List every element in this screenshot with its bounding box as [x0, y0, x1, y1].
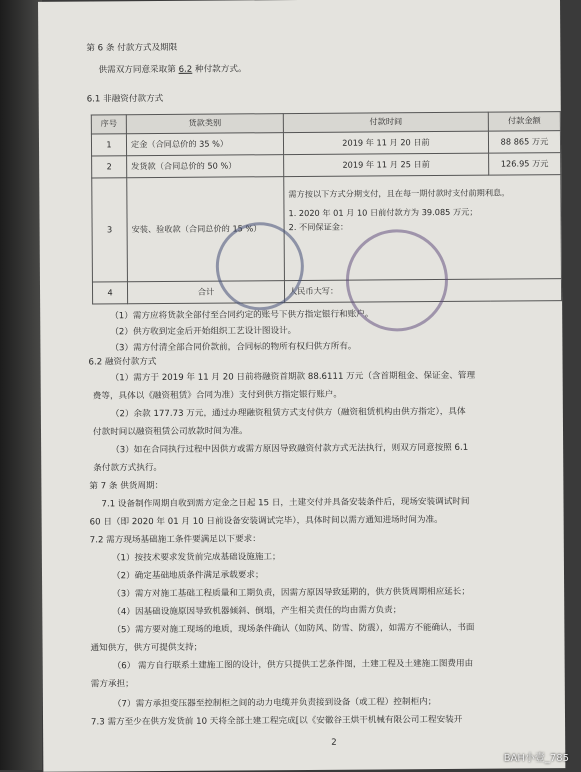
row-no: 1: [91, 134, 126, 156]
page-edge-shadow: [0, 0, 42, 770]
section-6-1: 6.1 非融资付款方式: [87, 94, 164, 106]
company-seal-stamp: [216, 222, 305, 311]
row-time: 需方按以下方式分期支付，且在每一期付款时支付前期利息。: [288, 187, 556, 200]
p62-1-lead: （1）需方于: [111, 373, 160, 383]
payment-table: [91, 111, 562, 304]
table-row: [92, 153, 561, 178]
p72-item: （7）需方承担变压器至控制柜之间的动力电缆并负责接到设备（或工程）控制柜内；: [113, 697, 437, 711]
intro-choice: 6.2: [179, 65, 193, 75]
row-time-installment-2: 2. 不同保证金：: [289, 220, 557, 233]
p72-item: （2）确定基础地质条件满足承载要求；: [112, 570, 264, 583]
row-amount: 126.95 万元: [489, 153, 561, 176]
header-type: 货款类别: [126, 114, 283, 134]
p62-2-cont: 付款时间以融资租赁公司放款时间为准。: [93, 426, 248, 439]
row-type: 安装、验收款（合同总价的 15 %）: [127, 177, 285, 282]
article6-title: 第 6 条 付款方式及期限: [86, 43, 177, 55]
note-1: （1）需方应将货款全部付至合同约定的账号下供方指定银行和账户。: [110, 309, 373, 322]
p72-item: （3）需方对施工基础工程质量和工期负责，因需方原因导致延期的，供方供货周期相应延长；: [112, 587, 470, 601]
article7-title: 第 7 条 供货周期：: [89, 481, 163, 493]
row-time-installment-1: 1. 2020 年 01 月 10 日前付款方为 39.085 万元；: [288, 206, 556, 219]
p62-3-cont: 条付款方式执行。: [93, 463, 162, 475]
row-time: 人民币大写：: [284, 279, 561, 303]
p72-item: （5）需方要对施工现场的地质，现场条件确认（如防风、防雪、防震），如需方不能确认，书面: [112, 623, 474, 637]
p62-1-cont: 费等，具体以《融资租赁》合同为准）支付到供方指定银行账户。: [93, 390, 342, 403]
p72: 7.2 需方现场基础施工条件要满足以下要求：: [90, 534, 261, 547]
p73: 7.3 需方至少在供方发货前 10 天将全部土建工程完成[以《安徽谷王烘干机械有限公司工程安装开: [91, 715, 462, 729]
header-no: 序号: [91, 115, 126, 134]
p71: 7.1 设备制作周期自收到需方定金之日起 15 日，土建交付并具备安装条件后，现场安装调试时间: [101, 497, 469, 511]
p72-item-cont: 通知供方，供方可提供支持；: [90, 643, 202, 655]
row-type: 定金（合同总价的 35 %）: [126, 133, 283, 156]
p62-3: （3）如在合同执行过程中因供方或需方原因导致融资付款方式无法执行，则双方同意按照 6.1: [111, 443, 468, 457]
p62-1: [111, 371, 475, 385]
intro-text: 供需双方同意采取第: [98, 65, 175, 76]
row-time: 2019 年 11 月 25 日前: [284, 153, 489, 176]
p62-2: （2）余款 177.73 万元，通过办理融资租赁方式支付供方（融资租赁机构由供方指定），具体: [111, 407, 466, 421]
p72-item: （1）按技术要求发货前完成基础设施施工；: [112, 552, 281, 565]
p72-item: （6） 需方自行联系土建施工图的设计，供方只提供工艺条件图，土建工程及土建施工图费用由: [113, 659, 474, 673]
note-2: （2）供方收到定金后开始组织工艺设计图设计。: [110, 326, 296, 339]
row-no: 2: [92, 156, 127, 178]
table-row: [91, 131, 560, 156]
header-time: 付款时间: [283, 112, 488, 132]
article6-intro: [98, 64, 246, 77]
p72-item: （4）因基础设施原因导致机器倾斜、倒塌，产生相关责任的均由需方负责；: [112, 605, 401, 619]
header-amount: 付款金额: [488, 112, 560, 132]
row-type: 发货款（合同总价的 50 %）: [127, 155, 284, 178]
section-6-2: 6.2 融资付款方式: [88, 357, 156, 369]
intro-end: 种付款方式。: [195, 64, 247, 74]
p71-cont: 60 日（即 2020 年 01 月 10 日前设备安装调试完毕），具体时间以需方通知进场时间为准。: [90, 515, 443, 529]
p62-1-body: 2019 年 11 月 20 日前将融资首期款 88.6111 万元（含首期租金、保证金、管理: [162, 371, 475, 383]
note-3: （3）需方付清全部合同价款前，合同标的物所有权归供方所有。: [110, 342, 356, 355]
page-number: 2: [331, 738, 337, 750]
table-row: [92, 175, 562, 282]
contract-page: [38, 0, 565, 772]
row-amount: 88 865 万元: [488, 131, 560, 154]
table-row: [92, 279, 561, 304]
row-no: 4: [92, 282, 127, 304]
watermark: BAH小壹_785: [504, 749, 569, 764]
row-type: 合计: [127, 281, 284, 304]
row-no: 3: [92, 178, 128, 282]
row-time: 2019 年 11 月 20 日前: [283, 131, 488, 154]
p72-item-cont: 需方承担；: [91, 679, 134, 691]
